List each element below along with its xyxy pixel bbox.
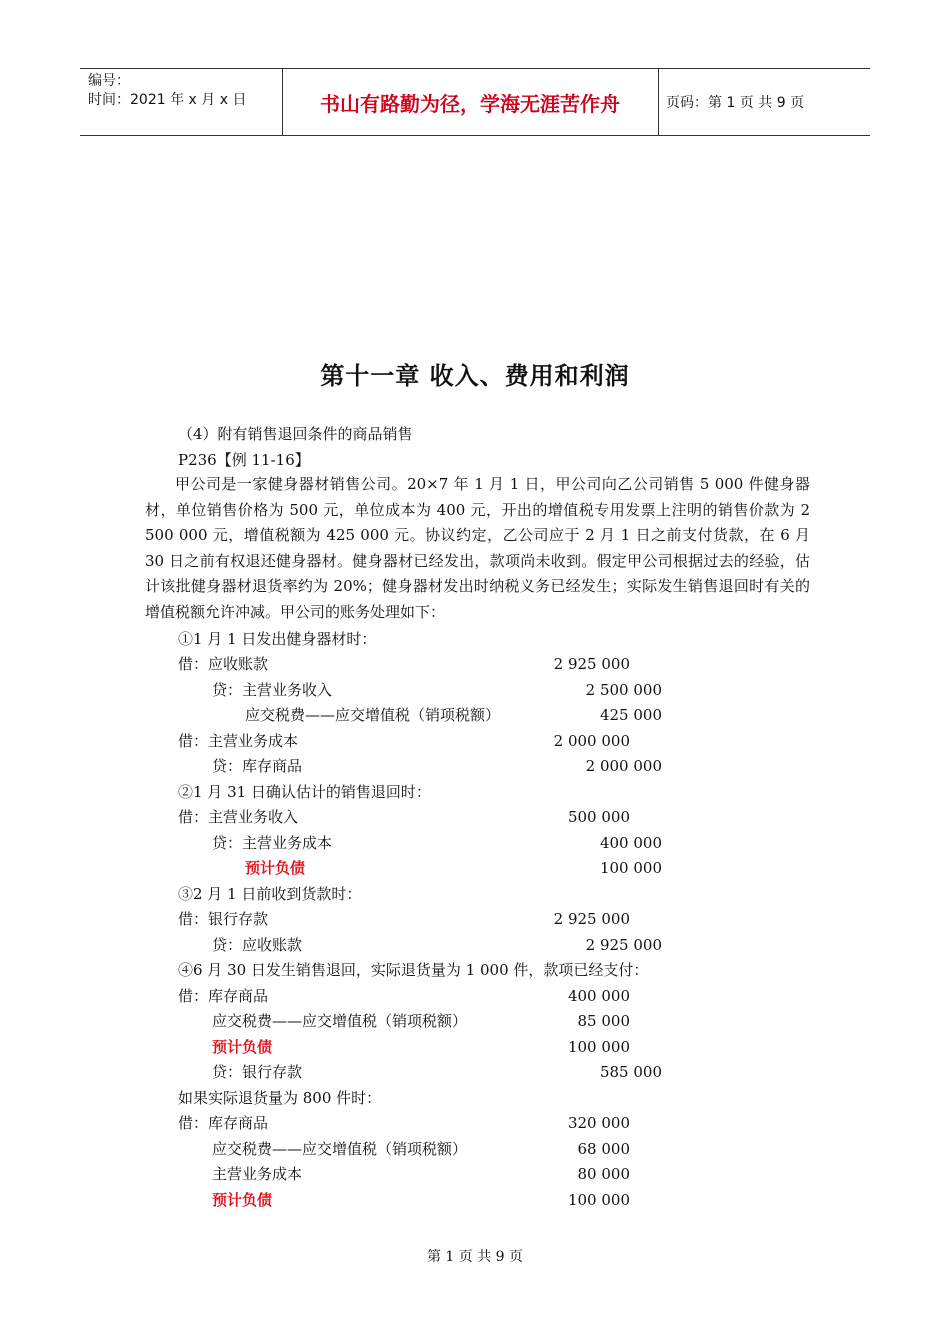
entry-line-highlighted: 预计负债 — [212, 1038, 273, 1056]
step-1-heading: ①1 月 1 日发出健身器材时： — [178, 630, 377, 648]
debit-amount: 2 925 000 — [553, 910, 630, 928]
credit-amount: 2 500 000 — [585, 681, 662, 699]
entry-line: 贷：主营业务成本 — [212, 834, 333, 852]
entry-line: 贷：主营业务收入 — [212, 681, 333, 699]
debit-amount: 320 000 — [567, 1114, 630, 1132]
credit-amount: 100 000 — [599, 859, 662, 877]
credit-amount: 2 000 000 — [585, 757, 662, 775]
credit-amount: 585 000 — [599, 1063, 662, 1081]
entry-line: 应交税费——应交增值税（销项税额） — [212, 1140, 468, 1158]
entry-line: 应交税费——应交增值税（销项税额） — [212, 1012, 468, 1030]
entry-line: 借：库存商品 — [178, 1114, 269, 1132]
header-page-info: 页码：第 1 页 共 9 页 — [666, 95, 805, 111]
header-meta — [80, 69, 283, 135]
chapter-title: 第十一章 收入、费用和利润 — [320, 362, 630, 390]
debit-amount: 100 000 — [567, 1038, 630, 1056]
credit-amount: 400 000 — [599, 834, 662, 852]
entry-line: 借：主营业务收入 — [178, 808, 299, 826]
entry-line: 借：应收账款 — [178, 655, 269, 673]
entry-line: 贷：银行存款 — [212, 1063, 303, 1081]
credit-amount: 2 925 000 — [585, 936, 662, 954]
step-5-heading: 如果实际退货量为 800 件时： — [178, 1089, 382, 1107]
entry-line-highlighted: 预计负债 — [245, 859, 306, 877]
step-4-heading: ④6 月 30 日发生销售退回，实际退货量为 1 000 件，款项已经支付： — [178, 961, 649, 979]
entry-line: 主营业务成本 — [212, 1165, 303, 1183]
section-heading: （4）附有销售退回条件的商品销售 — [178, 425, 413, 443]
header-motto: 书山有路勤为径，学海无涯苦作舟 — [282, 69, 659, 135]
debit-amount: 85 000 — [577, 1012, 630, 1030]
page-header — [80, 68, 870, 136]
debit-amount: 500 000 — [567, 808, 630, 826]
debit-amount: 80 000 — [577, 1165, 630, 1183]
document-number-label: 编号： — [88, 73, 130, 89]
credit-amount: 425 000 — [599, 706, 662, 724]
debit-amount: 100 000 — [567, 1191, 630, 1209]
entry-line: 借：银行存款 — [178, 910, 269, 928]
debit-amount: 2 925 000 — [553, 655, 630, 673]
debit-amount: 400 000 — [567, 987, 630, 1005]
document-time-label: 时间：2021 年 x 月 x 日 — [88, 92, 247, 108]
debit-amount: 2 000 000 — [553, 732, 630, 750]
entry-line: 贷：库存商品 — [212, 757, 303, 775]
example-reference: P236【例 11-16】 — [178, 451, 310, 469]
entry-line: 借：主营业务成本 — [178, 732, 299, 750]
step-2-heading: ②1 月 31 日确认估计的销售退回时： — [178, 783, 431, 801]
entry-line: 应交税费——应交增值税（销项税额） — [245, 706, 501, 724]
entry-line: 贷：应收账款 — [212, 936, 303, 954]
page-footer: 第 1 页 共 9 页 — [426, 1249, 524, 1265]
example-description: 甲公司是一家健身器材销售公司。20×7 年 1 月 1 日，甲公司向乙公司销售 5 000 件健身器材，单位销售价格为 500 元，单位成本为 400 元，开出的增值税专用发票上注明的销售价款为 2 500 000 元，增值税额为 425 000 元。协议约定，乙公司应于 2 月 1 日之前支付货款，在 6 月 30 日之前有权退还健身器材。健身器材已经发出，款项尚未收到。假定甲公司根据过去的经验，估计该批健身器材退货率约为 20%；健身器材发出时纳税义务已经发生；实际发生销售退回时有关的增值税额允许冲减。甲公司的账务处理如下： — [145, 475, 810, 621]
entry-line: 借：库存商品 — [178, 987, 269, 1005]
debit-amount: 68 000 — [577, 1140, 630, 1158]
step-3-heading: ③2 月 1 日前收到货款时： — [178, 885, 362, 903]
entry-line-highlighted: 预计负债 — [212, 1191, 273, 1209]
